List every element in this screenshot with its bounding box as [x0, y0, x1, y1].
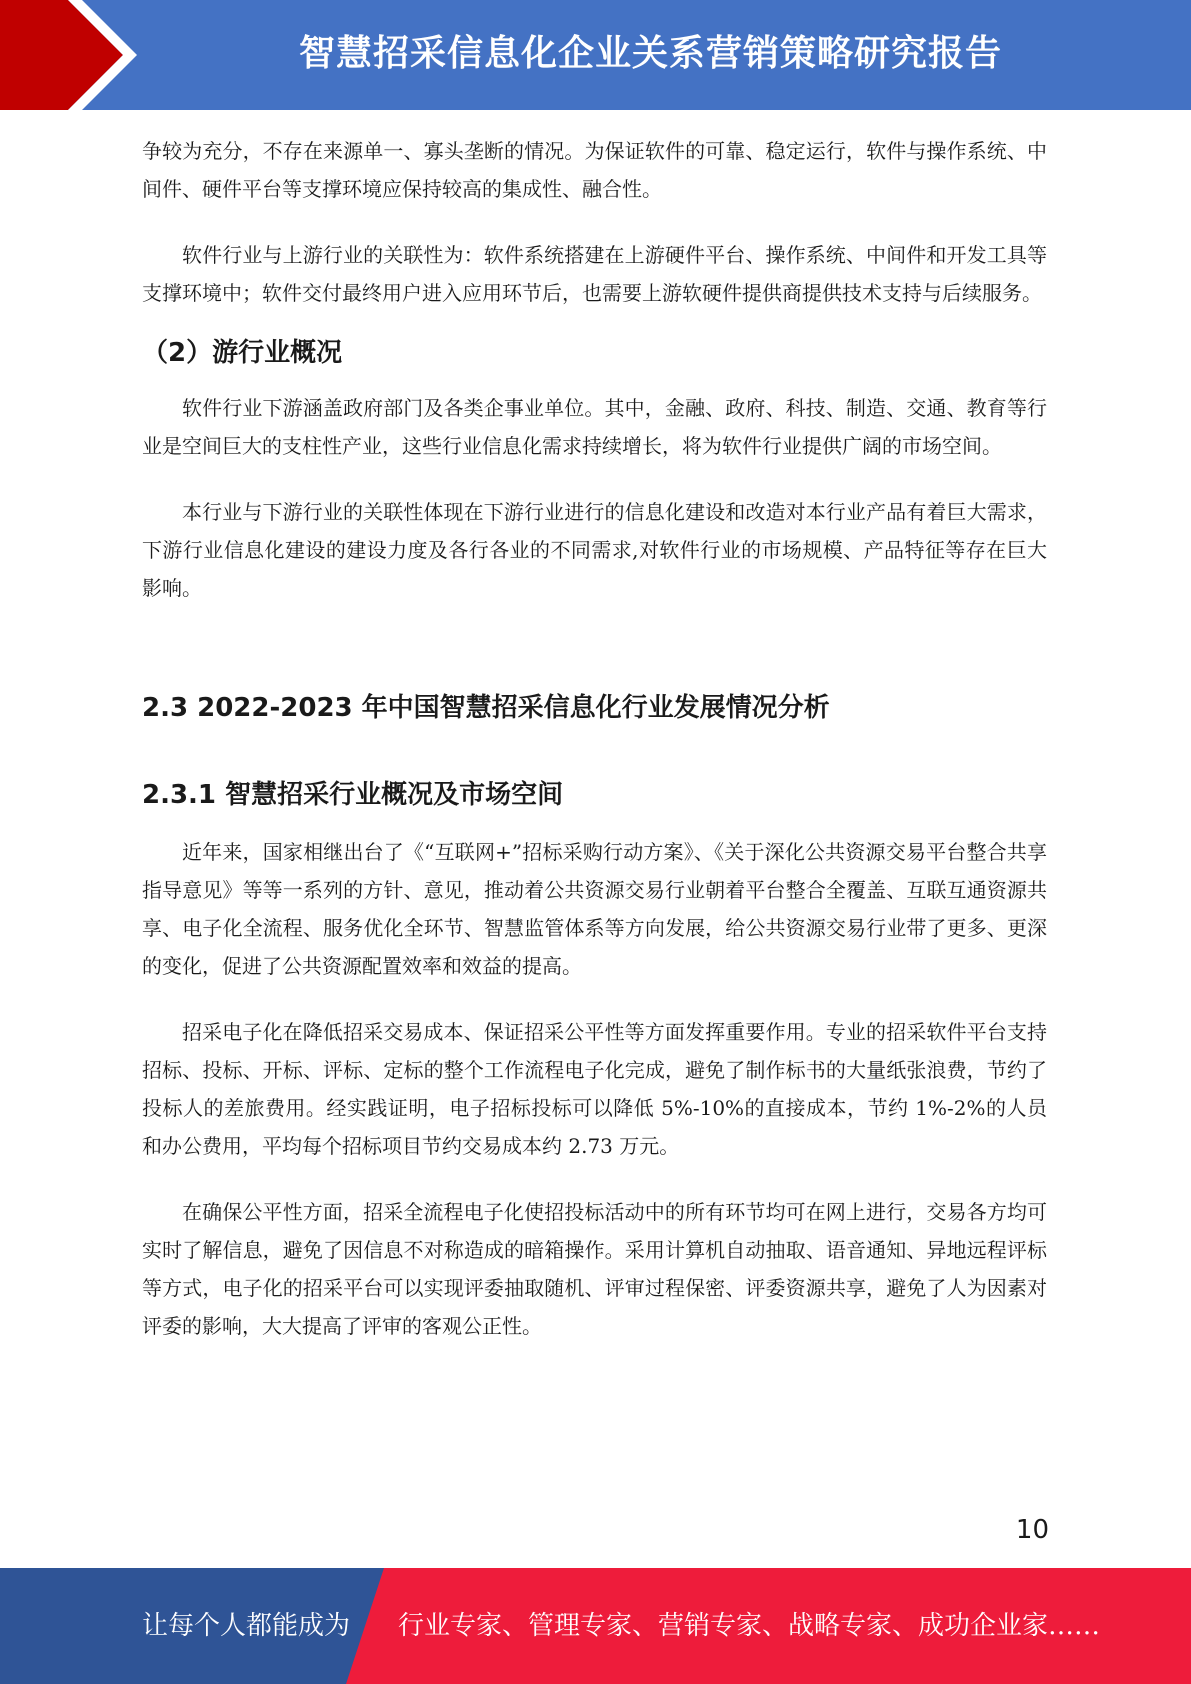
page-number: 10	[1015, 1515, 1049, 1545]
page-footer	[0, 1568, 1191, 1684]
report-title: 智慧招采信息化企业关系营销策略研究报告	[298, 33, 1002, 74]
paragraph-upstream-relation: 软件行业与上游行业的关联性为：软件系统搭建在上游硬件平台、操作系统、中间件和开发工具等支撑环境中；软件交付最终用户进入应用环节后，也需要上游软硬件提供商提供技术支持与后续服务。	[142, 243, 1047, 305]
heading-downstream-overview: （2）游行业概况	[142, 338, 343, 368]
subsection-heading-2-3-1: 2.3.1 智慧招采行业概况及市场空间	[142, 780, 564, 810]
paragraph-upstream-competition: 争较为充分，不存在来源单一、寡头垄断的情况。为保证软件的可靠、稳定运行，软件与操作系统、中间件、硬件平台等支撑环境应保持较高的集成性、融合性。	[142, 139, 1047, 201]
paragraph-cost-reduction: 招采电子化在降低招采交易成本、保证招采公平性等方面发挥重要作用。专业的招采软件平台支持招标、投标、开标、评标、定标的整个工作流程电子化完成，避免了制作标书的大量纸张浪费，节约了投标人的差旅费用。经实践证明，电子招标投标可以降低 5%-10%的直接成本，节约 1%-2%的人员和办公费用，平均每个招标项目节约交易成本约 2.73 万元。	[142, 1020, 1047, 1158]
header-chevron-decoration	[0, 0, 150, 110]
section-heading-2-3: 2.3 2022-2023 年中国智慧招采信息化行业发展情况分析	[142, 693, 830, 723]
paragraph-fairness: 在确保公平性方面，招采全流程电子化使招投标活动中的所有环节均可在网上进行，交易各方均可实时了解信息，避免了因信息不对称造成的暗箱操作。采用计算机自动抽取、语音通知、异地远程评标等方式，电子化的招采平台可以实现评委抽取随机、评审过程保密、评委资源共享，避免了人为因素对评委的影响，大大提高了评审的客观公正性。	[142, 1200, 1047, 1338]
paragraph-policy-background: 近年来，国家相继出台了《“互联网+”招标采购行动方案》、《关于深化公共资源交易平台整合共享指导意见》等等一系列的方针、意见，推动着公共资源交易行业朝着平台整合全覆盖、互联互通资源共享、电子化全流程、服务优化全环节、智慧监管体系等方向发展，给公共资源交易行业带了更多、更深的变化，促进了公共资源配置效率和效益的提高。	[142, 840, 1047, 978]
paragraph-downstream-overview: 软件行业下游涵盖政府部门及各类企事业单位。其中，金融、政府、科技、制造、交通、教育等行业是空间巨大的支柱性产业，这些行业信息化需求持续增长，将为软件行业提供广阔的市场空间。	[142, 396, 1047, 458]
page-content	[142, 132, 1047, 1345]
paragraph-downstream-relation: 本行业与下游行业的关联性体现在下游行业进行的信息化建设和改造对本行业产品有着巨大需求，下游行业信息化建设的建设力度及各行各业的不同需求,对软件行业的市场规模、产品特征等存在巨大影响。	[142, 500, 1047, 600]
page-header	[0, 0, 1191, 110]
footer-slogan-left: 让每个人都能成为	[142, 1611, 351, 1641]
footer-slogan-right: 行业专家、管理专家、营销专家、战略专家、成功企业家……	[398, 1611, 1101, 1641]
